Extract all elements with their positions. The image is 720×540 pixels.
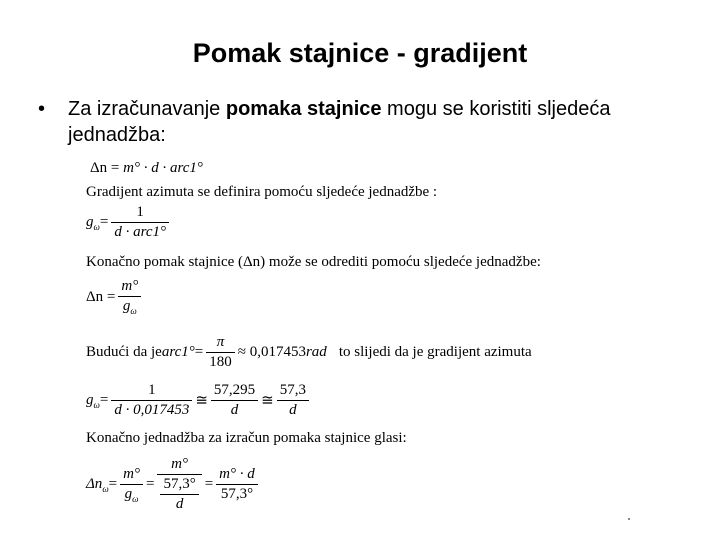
- paragraph-final-equation: Konačno jednadžba za izračun pomaka stajnice glasi:: [86, 430, 407, 446]
- bullet-dot: •: [38, 98, 46, 120]
- formula-delta-n: Δn = m° · d · arc1°: [90, 160, 203, 176]
- slide-title: Pomak stajnice - gradijent: [192, 38, 528, 68]
- paragraph-shift-equation: Konačno pomak stajnice (Δn) može se odrediti pomoću sljedeće jednadžbe:: [86, 254, 541, 270]
- paragraph-gradient-definition: Gradijent azimuta se definira pomoću sljedeće jednadžbe :: [86, 184, 438, 200]
- formula-arc-value: Budući da jearc1°= $\frac{\pi}{180}$ ≈ 0,017453rad to slijedi da je gradijent azimuta: [86, 334, 532, 370]
- formula-gradient: $g_\omega=$ $\frac{1}{\text{d · arc1°}}$: [86, 204, 172, 241]
- formula-shift-fraction: Δn = $\frac{m^\circ}{g_\omega}$: [86, 278, 144, 316]
- bullet-item: [38, 96, 678, 148]
- formula-final-shift: $\Delta n_\omega=$ $\frac{m^\circ}{g_\omega}$ = $\frac{m^\circ}{\frac{57,3^\circ}{d}}$ = $\frac{m^\circ \cdot d}{57,3^\circ}$: [86, 456, 261, 513]
- bullet-text: Za izračunavanje pomaka stajnice mogu se koristiti sljedeća jednadžba:: [68, 98, 611, 146]
- corner-dot: [628, 518, 630, 520]
- formula-gradient-approx: $g_\omega=$ $\frac{1}{d \cdot 0,017453}$ ≅ $\frac{57,295}{d}$ ≅ $\frac{57,3}{d}$: [86, 382, 312, 419]
